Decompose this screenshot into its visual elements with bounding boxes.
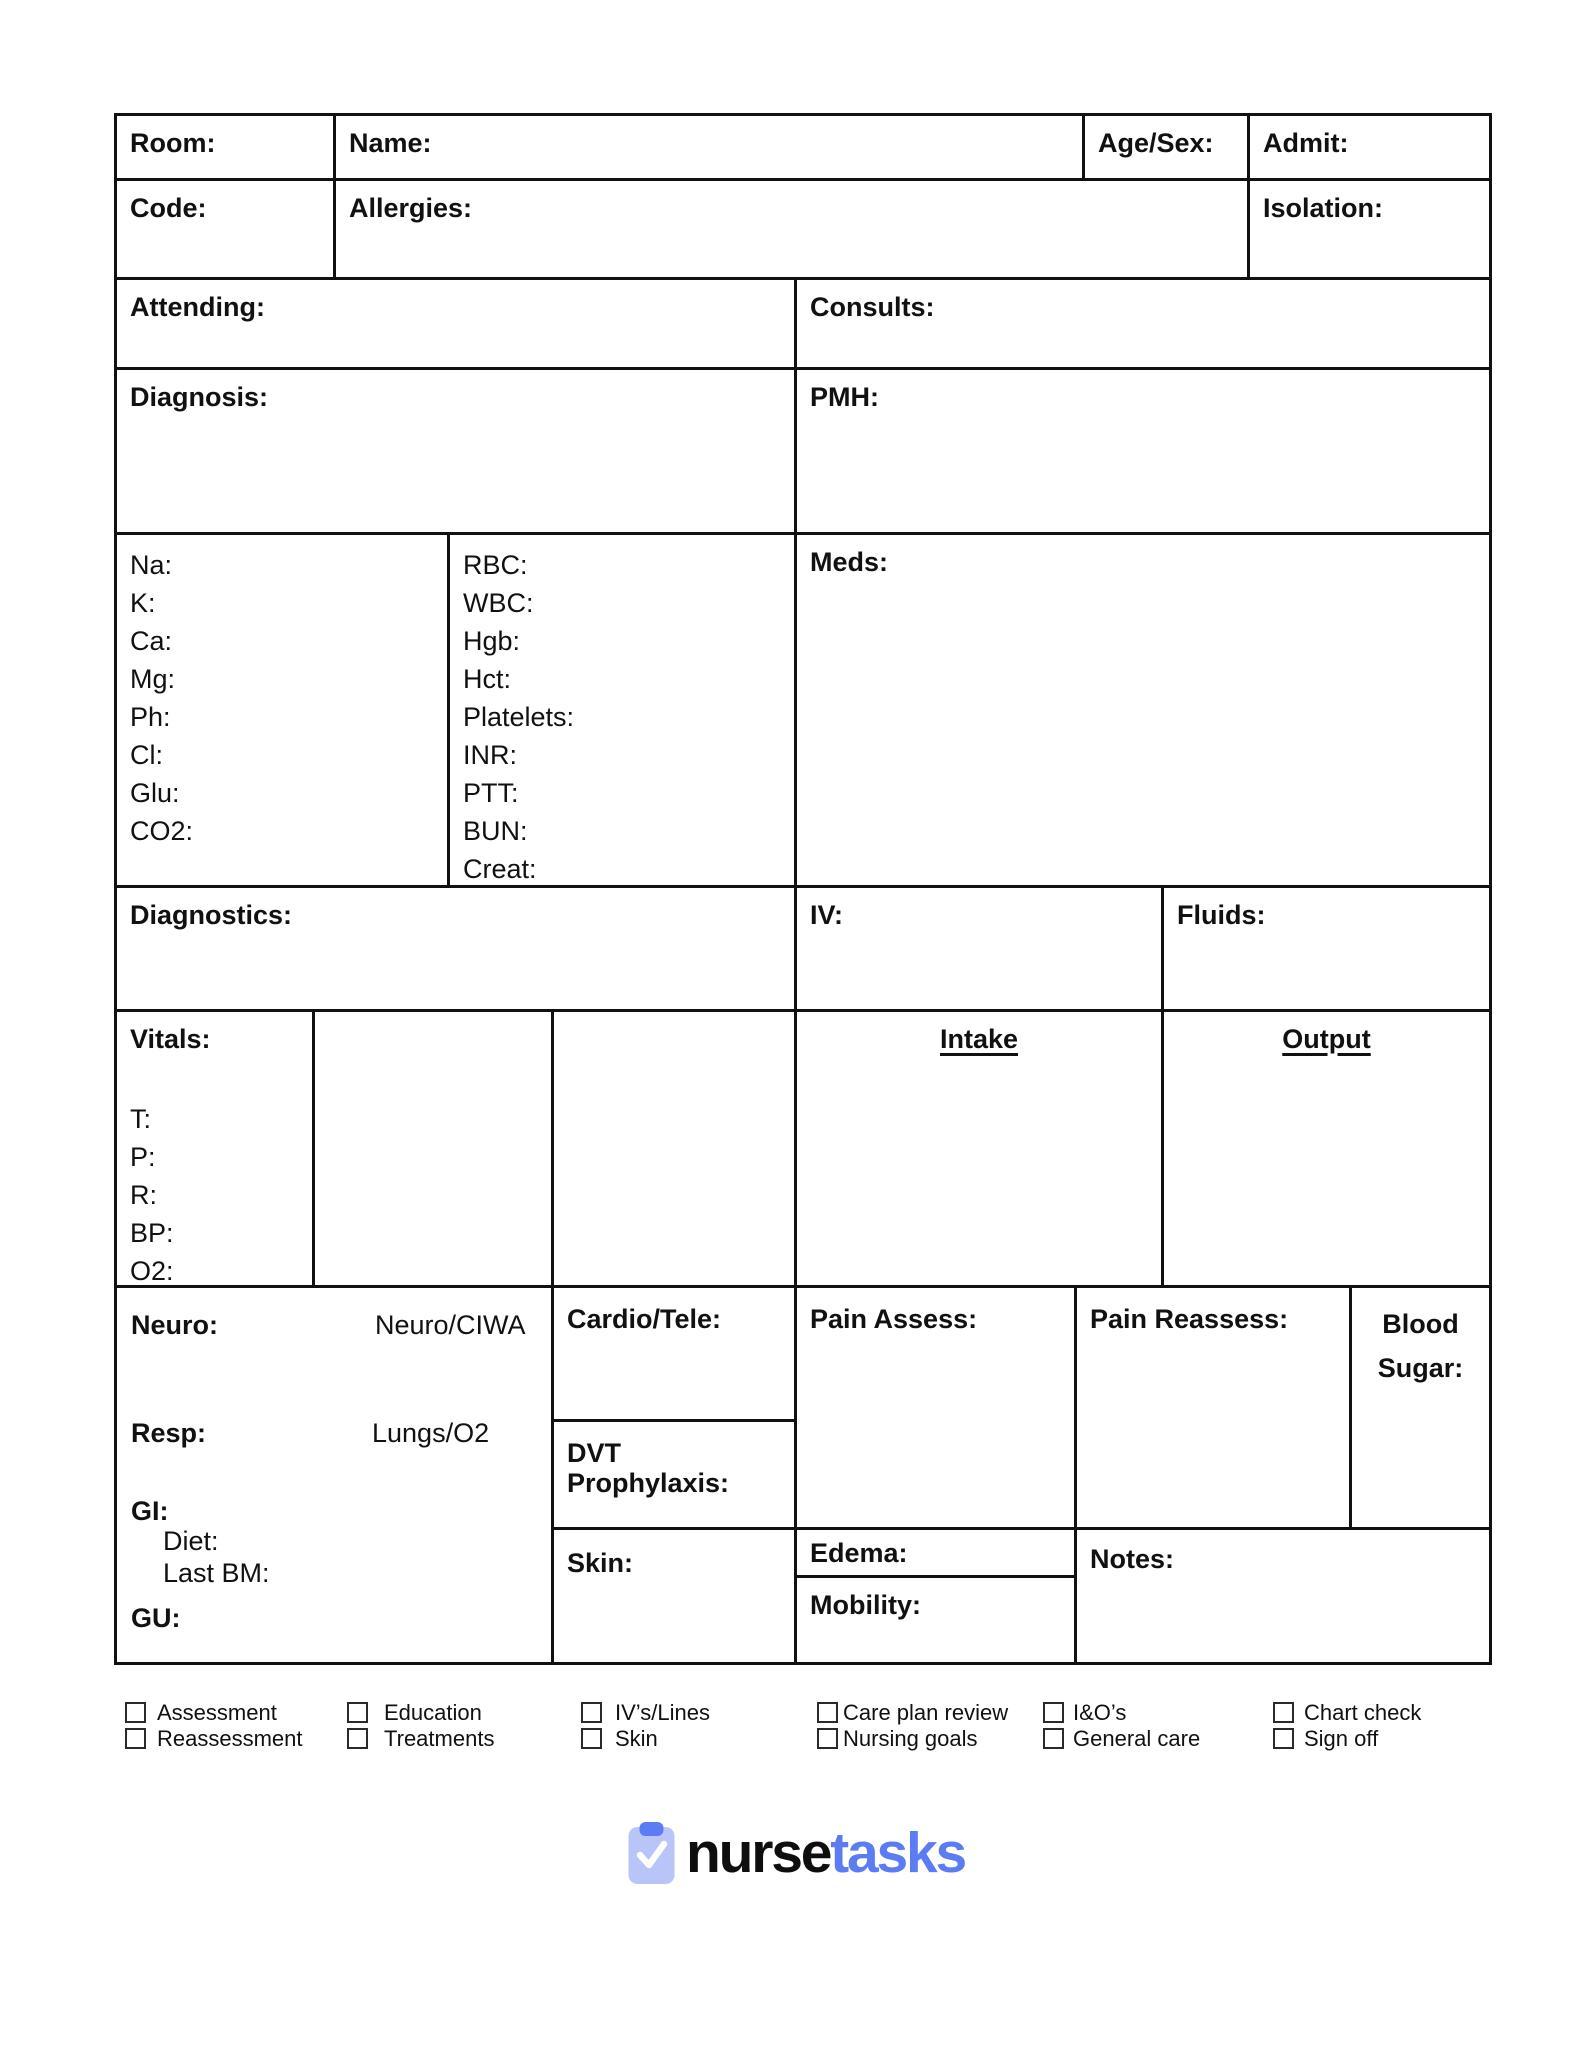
skin-cell bbox=[554, 1530, 797, 1662]
vital-t-label: T: bbox=[130, 1104, 152, 1134]
checkbox-education[interactable] bbox=[347, 1702, 368, 1723]
lab-ptt-label: PTT: bbox=[463, 778, 519, 808]
cardio-tele-cell bbox=[554, 1288, 797, 1422]
age-sex-label: Age/Sex: bbox=[1098, 128, 1214, 158]
last-bm-label: Last BM: bbox=[163, 1558, 270, 1588]
checkbox-chart-check[interactable] bbox=[1273, 1702, 1294, 1723]
labs-chem-cell bbox=[117, 535, 450, 888]
checkbox-sign-off[interactable] bbox=[1273, 1728, 1294, 1749]
isolation-label: Isolation: bbox=[1263, 193, 1383, 223]
admit-label: Admit: bbox=[1263, 128, 1349, 158]
lab-co2-label: CO2: bbox=[130, 816, 194, 846]
meds-label: Meds: bbox=[810, 547, 889, 577]
pain-assess-cell bbox=[797, 1288, 1077, 1530]
name-cell bbox=[336, 116, 1085, 181]
lab-hgb-label: Hgb: bbox=[463, 626, 521, 656]
diagnostics-label: Diagnostics: bbox=[130, 900, 293, 930]
attending-label: Attending: bbox=[130, 292, 265, 322]
dvt-prophylaxis-label: DVT Prophylaxis: bbox=[567, 1438, 730, 1498]
blood-sugar-label-line2: Sugar: bbox=[1377, 1353, 1464, 1383]
lab-mg-label: Mg: bbox=[130, 664, 176, 694]
intake-label: Intake bbox=[939, 1024, 1019, 1054]
report-table bbox=[114, 113, 1492, 1665]
vitals-label: Vitals: bbox=[130, 1024, 211, 1054]
diet-label: Diet: bbox=[163, 1526, 219, 1556]
checkbox-sign-off-label: Sign off bbox=[1304, 1726, 1379, 1751]
iv-label: IV: bbox=[810, 900, 844, 930]
lab-bun-label: BUN: bbox=[463, 816, 528, 846]
systems-cell bbox=[117, 1288, 554, 1662]
edema-label: Edema: bbox=[810, 1538, 908, 1568]
checkbox-ios-label: I&O’s bbox=[1073, 1700, 1127, 1725]
brand-wordmark bbox=[686, 1823, 965, 1883]
skin-label: Skin: bbox=[567, 1548, 634, 1578]
vitals-blank-column-1 bbox=[315, 1012, 554, 1288]
pmh-cell bbox=[797, 370, 1489, 535]
diagnostics-cell bbox=[117, 888, 797, 1012]
lab-cl-label: Cl: bbox=[130, 740, 163, 770]
notes-label: Notes: bbox=[1090, 1544, 1175, 1574]
fluids-cell bbox=[1164, 888, 1489, 1012]
consults-label: Consults: bbox=[810, 292, 935, 322]
pain-reassess-cell bbox=[1077, 1288, 1352, 1530]
diagnosis-label: Diagnosis: bbox=[130, 382, 269, 412]
checkbox-ivs-lines[interactable] bbox=[581, 1702, 602, 1723]
pain-assess-label: Pain Assess: bbox=[810, 1304, 978, 1334]
checkbox-ios[interactable] bbox=[1043, 1702, 1064, 1723]
output-cell bbox=[1164, 1012, 1489, 1288]
nursetasks-logo bbox=[628, 1822, 965, 1884]
blood-sugar-cell bbox=[1352, 1288, 1489, 1530]
clipboard-icon bbox=[628, 1822, 675, 1884]
checkbox-reassessment-label: Reassessment bbox=[157, 1726, 303, 1751]
lab-ca-label: Ca: bbox=[130, 626, 173, 656]
pmh-label: PMH: bbox=[810, 382, 879, 412]
checkbox-reassessment[interactable] bbox=[125, 1728, 146, 1749]
fluids-label: Fluids: bbox=[1177, 900, 1266, 930]
checkbox-care-plan-review-label: Care plan review bbox=[843, 1700, 1009, 1725]
lab-creat-label: Creat: bbox=[463, 854, 537, 884]
lab-ph-label: Ph: bbox=[130, 702, 171, 732]
allergies-cell bbox=[336, 181, 1250, 280]
code-label: Code: bbox=[130, 193, 207, 223]
gi-label: GI: bbox=[131, 1496, 169, 1526]
blood-sugar-label-line1: Blood bbox=[1382, 1309, 1459, 1339]
age-sex-cell bbox=[1085, 116, 1250, 181]
vital-p-label: P: bbox=[130, 1142, 156, 1172]
checkbox-treatments[interactable] bbox=[347, 1728, 368, 1749]
output-label: Output bbox=[1282, 1024, 1371, 1054]
checkbox-chart-check-label: Chart check bbox=[1304, 1700, 1422, 1725]
vitals-fields bbox=[130, 1100, 174, 1290]
resp-label: Resp: bbox=[131, 1418, 207, 1448]
vital-bp-label: BP: bbox=[130, 1218, 174, 1248]
checkbox-skin-label: Skin bbox=[615, 1726, 658, 1751]
lab-hct-label: Hct: bbox=[463, 664, 512, 694]
consults-cell bbox=[797, 280, 1489, 370]
room-label: Room: bbox=[130, 128, 216, 158]
lab-rbc-label: RBC: bbox=[463, 550, 528, 580]
mobility-cell bbox=[797, 1578, 1077, 1662]
lungs-o2-label: Lungs/O2 bbox=[372, 1418, 490, 1448]
allergies-label: Allergies: bbox=[349, 193, 473, 223]
vital-o2-label: O2: bbox=[130, 1256, 174, 1286]
checkbox-skin[interactable] bbox=[581, 1728, 602, 1749]
attending-cell bbox=[117, 280, 797, 370]
checkbox-care-plan-review[interactable] bbox=[817, 1702, 838, 1723]
brand-nurse: nurse bbox=[686, 1821, 831, 1885]
room-cell bbox=[117, 116, 336, 181]
lab-platelets-label: Platelets: bbox=[463, 702, 575, 732]
intake-cell bbox=[797, 1012, 1164, 1288]
vitals-blank-column-2 bbox=[554, 1012, 797, 1288]
checkbox-general-care-label: General care bbox=[1073, 1726, 1201, 1751]
checkbox-assessment[interactable] bbox=[125, 1702, 146, 1723]
diagnosis-cell bbox=[117, 370, 797, 535]
notes-cell bbox=[1077, 1530, 1489, 1662]
checkbox-education-label: Education bbox=[384, 1700, 482, 1725]
neuro-ciwa-label: Neuro/CIWA bbox=[375, 1310, 526, 1340]
checkbox-nursing-goals-label: Nursing goals bbox=[843, 1726, 978, 1751]
lab-na-label: Na: bbox=[130, 550, 173, 580]
edema-cell bbox=[797, 1530, 1077, 1578]
brand-tasks: tasks bbox=[830, 1821, 966, 1885]
lab-wbc-label: WBC: bbox=[463, 588, 534, 618]
cardio-tele-label: Cardio/Tele: bbox=[567, 1304, 722, 1334]
checkbox-ivs-lines-label: IV’s/Lines bbox=[615, 1700, 710, 1725]
neuro-label: Neuro: bbox=[131, 1310, 218, 1340]
checkbox-assessment-label: Assessment bbox=[157, 1700, 277, 1725]
lab-glu-label: Glu: bbox=[130, 778, 180, 808]
admit-cell bbox=[1250, 116, 1489, 181]
checkbox-treatments-label: Treatments bbox=[384, 1726, 495, 1751]
vital-r-label: R: bbox=[130, 1180, 157, 1210]
labs-heme-cell bbox=[450, 535, 797, 888]
lab-inr-label: INR: bbox=[463, 740, 517, 770]
isolation-cell bbox=[1250, 181, 1489, 280]
gu-label: GU: bbox=[131, 1603, 181, 1633]
code-cell bbox=[117, 181, 336, 280]
vitals-cell bbox=[117, 1012, 315, 1288]
checkbox-nursing-goals[interactable] bbox=[817, 1728, 838, 1749]
checkbox-general-care[interactable] bbox=[1043, 1728, 1064, 1749]
dvt-prophylaxis-cell bbox=[554, 1422, 797, 1530]
lab-k-label: K: bbox=[130, 588, 156, 618]
meds-cell bbox=[797, 535, 1489, 888]
iv-cell bbox=[797, 888, 1164, 1012]
mobility-label: Mobility: bbox=[810, 1590, 921, 1620]
pain-reassess-label: Pain Reassess: bbox=[1090, 1304, 1289, 1334]
name-label: Name: bbox=[349, 128, 432, 158]
